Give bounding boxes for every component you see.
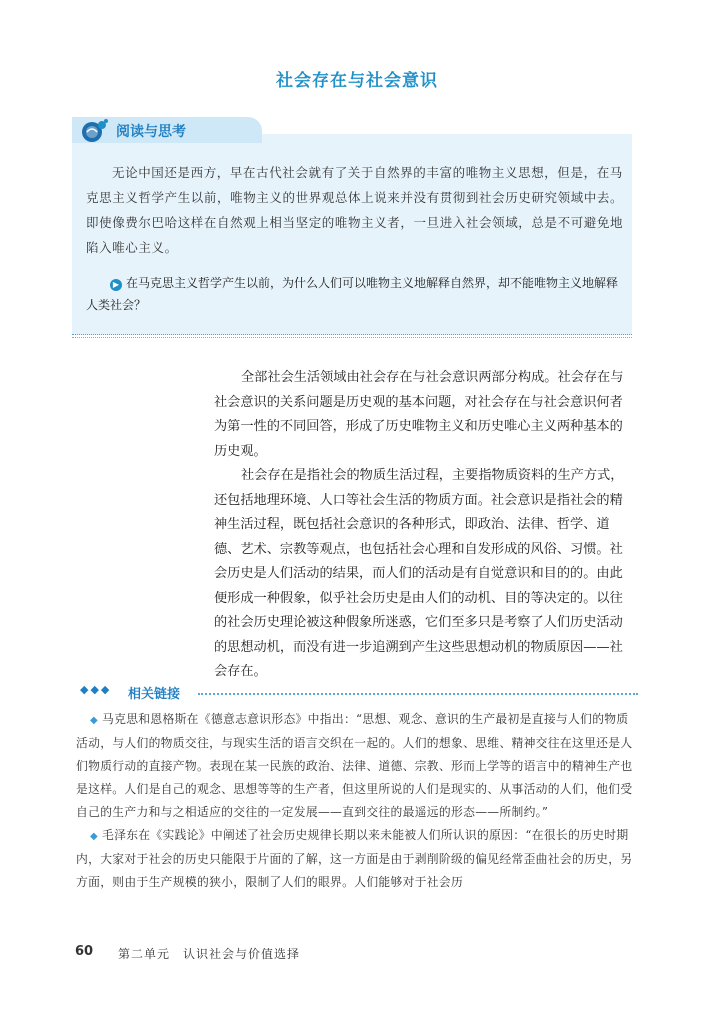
reading-heading: 阅读与思考: [116, 124, 186, 140]
diamond-icons: ◆◆◆: [80, 683, 112, 696]
page-title: 社会存在与社会意识: [276, 71, 438, 91]
main-text: [214, 366, 634, 685]
diamond-bullet-icon: ◆: [90, 715, 98, 726]
links-heading: 相关链接: [128, 687, 181, 702]
main-paragraph-1: 全部社会生活领域由社会存在与社会意识两部分构成。社会存在与社会意识的关系问题是历史观的基本问题，对社会存在与社会意识何者为第一性的不同回答，形成了历史唯物主义和历史唯心主义两种基本的历史观。: [214, 370, 624, 459]
link-item-1-text: 马克思和恩格斯在《德意志意识形态》中指出：“思想、观念、意识的生产最初是直接与人们的物质活动，与人们的物质交往，与现实生活的语言交织在一起的。人们的想象、思维、精神交往在这里还是人们物质行动的直接产物。表现在某一民族的政治、法律、道德、宗教、形而上学等的语言中的精神生产也是这样。人们是自己的观念、思想等等的生产者，但这里所说的人们是现实的、从事活动的人们，他们受自己的生产力和与之相适应的交往的一定发展——直到交往的最遥远的形态——所制约。”: [76, 712, 633, 819]
reading-question: [86, 272, 626, 316]
reading-divider: [72, 337, 632, 338]
page-number: 60: [75, 944, 94, 959]
diamond-bullet-icon: ◆: [90, 831, 98, 842]
links-header: [80, 683, 636, 703]
unit-title: 第二单元 认识社会与价值选择: [118, 947, 301, 961]
links-divider: [198, 693, 638, 695]
question-text: 在马克思主义哲学产生以前，为什么人们可以唯物主义地解释自然界，却不能唯物主义地解释人类社会？: [86, 276, 619, 312]
reading-thinking-icon: [78, 117, 110, 145]
links-text: [76, 708, 634, 894]
main-paragraph-2: 社会存在是指社会的物质生活过程，主要指物质资料的生产方式，还包括地理环境、人口等社会生活的物质方面。社会意识是指社会的精神生活过程，既包括社会意识的各种形式，即政治、法律、哲学、道德、艺术、宗教等观点，也包括社会心理和自发形成的风俗、习惯。社会历史是人们活动的结果，而人们的活动是有自觉意识和目的的。由此便形成一种假象，似乎社会历史是由人们的动机、目的等决定的。以往的社会历史理论被这种假象所迷惑，它们至多只是考察了人们历史活动的思想动机，而没有进一步追溯到产生这些思想动机的物质原因——社会存在。: [214, 468, 624, 679]
reading-text: 无论中国还是西方，早在古代社会就有了关于自然界的丰富的唯物主义思想，但是，在马克思主义哲学产生以前，唯物主义的世界观总体上说来并没有贯彻到社会历史研究领域中去。即使像费尔巴哈这样在自然观上相当坚定的唯物主义者，一旦进入社会领域，总是不可避免地陷入唯心主义。: [86, 165, 624, 255]
link-item-2: [76, 824, 634, 894]
arrow-right-icon: ▶: [110, 279, 122, 291]
link-item-2-text: 毛泽东在《实践论》中阐述了社会历史规律长期以来未能被人们所认识的原因：“在很长的历史时期内，大家对于社会的历史只能限于片面的了解，这一方面是由于剥削阶级的偏见经常歪曲社会的历史，另方面，则由于生产规模的狭小，限制了人们的眼界。人们能够对于社会历: [76, 828, 633, 889]
link-item-1: [76, 708, 634, 824]
